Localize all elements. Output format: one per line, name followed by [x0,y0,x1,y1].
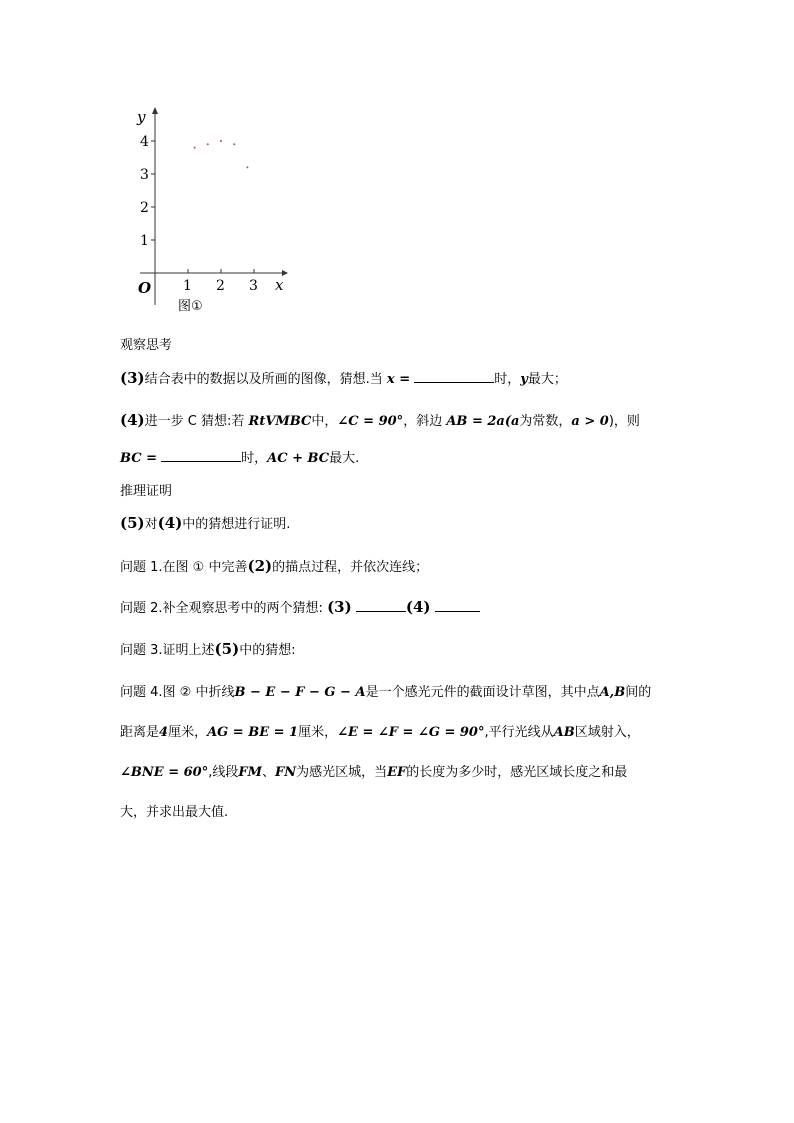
p4-l2c: 厘米， [298,725,338,740]
data-point [220,140,222,142]
p4-four: 4 [159,725,169,740]
q4-ab: AB = 2a(a [446,414,520,429]
y-tick-label: 1 [140,233,149,249]
data-point [246,166,248,168]
p4-l2e: 区域射入， [574,725,640,740]
q4-sum: AC + BC [267,451,330,466]
p4-l3c: 的长度为多少时，感光区域长度之和最 [406,765,628,780]
q4-blank[interactable] [161,449,241,462]
data-point [233,143,235,145]
p1-a: 问题 1.在图 ① 中完善 [120,560,248,575]
problem-4-line2 [120,721,640,740]
x-axis-label: x [275,276,284,294]
q4-t2: 最大. [329,451,360,466]
q4-c2: )，则 [608,414,640,429]
p4-sep: 、 [261,765,275,780]
p4-l2d: ,平行光线从 [484,725,554,740]
p4-ab: A,B [599,685,626,700]
problem-4-line3 [120,761,627,780]
section-reason: 推理证明 [120,484,173,499]
p4-ab2: AB [553,725,575,740]
x-tick-label: 1 [183,278,192,294]
data-point [194,147,196,149]
q4-mid2: ，斜边 [403,414,443,429]
problem-1 [120,556,428,575]
p3-ref: (5) [214,640,240,658]
p4-l1c: 间的 [625,685,652,700]
x-tick-label: 2 [216,278,225,294]
q4-triangle: RtVMBC [248,414,312,429]
p4-l1b: 是一个感光元件的截面设计草图，其中点 [365,685,600,700]
q3-var: x = [386,372,411,387]
section-observe: 观察思考 [120,338,173,353]
p4-bne: ∠BNE = 60° [120,765,209,780]
p4-ag: AG = BE = 1 [207,725,299,740]
p4-angles: ∠E = ∠F = ∠G = 90° [337,725,485,740]
p4-l1a: 问题 4.图 ② 中折线 [120,685,235,700]
origin-label: O [138,279,152,297]
q4-bc: BC = [120,451,157,466]
p2-ref3: (3) [327,598,352,616]
y-tick-label: 4 [140,134,149,150]
y-tick-label: 3 [140,167,149,183]
q4-cond: a > 0 [571,414,609,429]
question-4-cont [120,447,359,466]
y-tick-label: 2 [140,200,149,216]
q4-c1: 为常数， [519,414,572,429]
q3-number: (3) [120,369,145,387]
q3-tail: 时， [494,372,521,387]
problem-4-line1 [120,681,651,700]
p2-blank-3[interactable] [356,599,406,612]
q5-text2: 中的猜想进行证明. [182,517,291,532]
figure-1-graph [110,100,300,315]
q5-number: (5) [120,514,145,532]
p1-ref: (2) [247,557,273,575]
q4-t1: 时， [241,451,268,466]
question-3 [120,368,567,387]
q3-tail2: 最大； [527,372,567,387]
p4-fn: FN [275,765,297,780]
p4-path: B − E − F − G − A [234,685,366,700]
q3-blank[interactable] [414,370,494,383]
q5-ref: (4) [157,514,183,532]
problem-4-line4: 大，并求出最大值. [120,805,229,820]
problem-2 [120,597,480,616]
data-point [207,143,209,145]
q4-number: (4) [120,411,145,429]
q4-text: 进一步 C 猜想:若 [144,414,245,429]
q5-text1: 对 [144,517,158,532]
y-axis-label: y [137,108,146,126]
problem-3 [120,639,296,658]
x-tick-label: 3 [249,278,258,294]
p4-ef: EF [387,765,407,780]
q4-angle: ∠C = 90° [337,414,404,429]
p4-l3a: ,线段 [208,765,239,780]
p2-blank-4[interactable] [435,599,480,612]
question-4 [120,410,640,429]
p2-ref4: (4) [405,598,431,616]
p4-l3b: 为感光区城，当 [296,765,388,780]
p3-b: 中的猜想: [239,643,296,658]
p4-fm: FM [238,765,262,780]
q3-y: y [520,372,528,387]
figure-caption: 图① [178,299,203,314]
y-arrow-icon [152,107,158,114]
q3-text: 结合表中的数据以及所画的图像，猜想.当 [144,372,383,387]
p1-b: 的描点过程，并依次连线； [272,560,429,575]
p4-l2a: 距离是 [120,725,160,740]
p4-l2b: 厘米， [168,725,208,740]
question-5 [120,513,290,532]
p3-a: 问题 3.证明上述 [120,643,215,658]
q4-mid: 中， [311,414,338,429]
p2-a: 问题 2.补全观察思考中的两个猜想: [120,601,323,616]
